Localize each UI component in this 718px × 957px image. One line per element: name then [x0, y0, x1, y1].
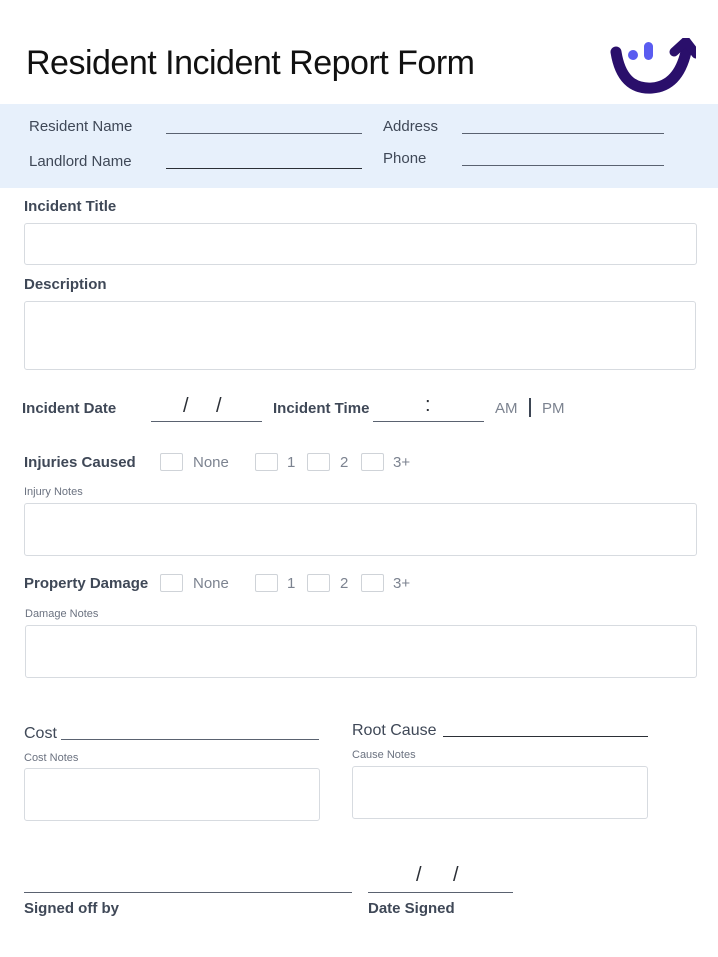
damage-notes-label: Damage Notes — [25, 608, 99, 620]
damage-notes-input[interactable] — [25, 625, 697, 678]
landlord-name-label: Landlord Name — [29, 153, 132, 170]
cost-field[interactable] — [61, 739, 319, 740]
injuries-3plus-label: 3+ — [393, 454, 411, 471]
root-cause-label: Root Cause — [352, 722, 437, 739]
damage-3plus-label: 3+ — [393, 575, 411, 592]
incident-time-label: Incident Time — [273, 400, 370, 417]
signed-off-by-label: Signed off by — [24, 900, 119, 917]
description-label: Description — [24, 276, 107, 293]
injuries-2-label: 2 — [340, 454, 349, 471]
landlord-name-field[interactable] — [166, 168, 362, 169]
incident-time-field[interactable] — [373, 421, 484, 422]
incident-date-label: Incident Date — [22, 400, 117, 417]
incident-date-field[interactable] — [151, 421, 262, 422]
damage-2-checkbox[interactable] — [307, 574, 330, 592]
injuries-1-label: 1 — [287, 454, 296, 471]
damage-1-checkbox[interactable] — [255, 574, 278, 592]
signed-off-by-field[interactable] — [24, 892, 352, 893]
phone-field[interactable] — [462, 165, 664, 166]
cost-notes-input[interactable] — [24, 768, 320, 821]
incident-title-input[interactable] — [24, 223, 697, 265]
damage-none-checkbox[interactable] — [160, 574, 183, 592]
pm-option[interactable]: PM — [542, 400, 565, 417]
address-field[interactable] — [462, 133, 664, 134]
time-separator: : — [425, 394, 431, 416]
date-separator: / — [216, 395, 222, 417]
injuries-none-label: None — [193, 454, 229, 471]
date-signed-separator: / — [416, 864, 422, 886]
page-title: Resident Incident Report Form — [26, 44, 475, 82]
am-pm-divider — [529, 398, 531, 417]
phone-label: Phone — [383, 150, 427, 167]
resident-name-field[interactable] — [166, 133, 362, 134]
damage-1-label: 1 — [287, 575, 296, 592]
property-damage-label: Property Damage — [24, 575, 149, 592]
injuries-none-checkbox[interactable] — [160, 453, 183, 471]
injury-notes-label: Injury Notes — [24, 486, 83, 498]
injuries-label: Injuries Caused — [24, 454, 136, 471]
date-separator: / — [183, 395, 189, 417]
incident-title-label: Incident Title — [24, 198, 117, 215]
smile-arrow-logo-icon — [606, 38, 696, 94]
description-input[interactable] — [24, 301, 696, 370]
am-option[interactable]: AM — [495, 400, 518, 417]
cost-notes-label: Cost Notes — [24, 752, 79, 764]
cause-notes-label: Cause Notes — [352, 749, 416, 761]
injuries-1-checkbox[interactable] — [255, 453, 278, 471]
damage-3plus-checkbox[interactable] — [361, 574, 384, 592]
date-signed-separator: / — [453, 864, 459, 886]
injury-notes-input[interactable] — [24, 503, 697, 556]
damage-none-label: None — [193, 575, 229, 592]
root-cause-field[interactable] — [443, 736, 648, 737]
resident-name-label: Resident Name — [29, 118, 133, 135]
cause-notes-input[interactable] — [352, 766, 648, 819]
injuries-2-checkbox[interactable] — [307, 453, 330, 471]
address-label: Address — [383, 118, 439, 135]
injuries-3plus-checkbox[interactable] — [361, 453, 384, 471]
date-signed-label: Date Signed — [368, 900, 455, 917]
date-signed-field[interactable] — [368, 892, 513, 893]
damage-2-label: 2 — [340, 575, 349, 592]
cost-label: Cost — [24, 725, 57, 742]
info-band — [0, 104, 718, 188]
